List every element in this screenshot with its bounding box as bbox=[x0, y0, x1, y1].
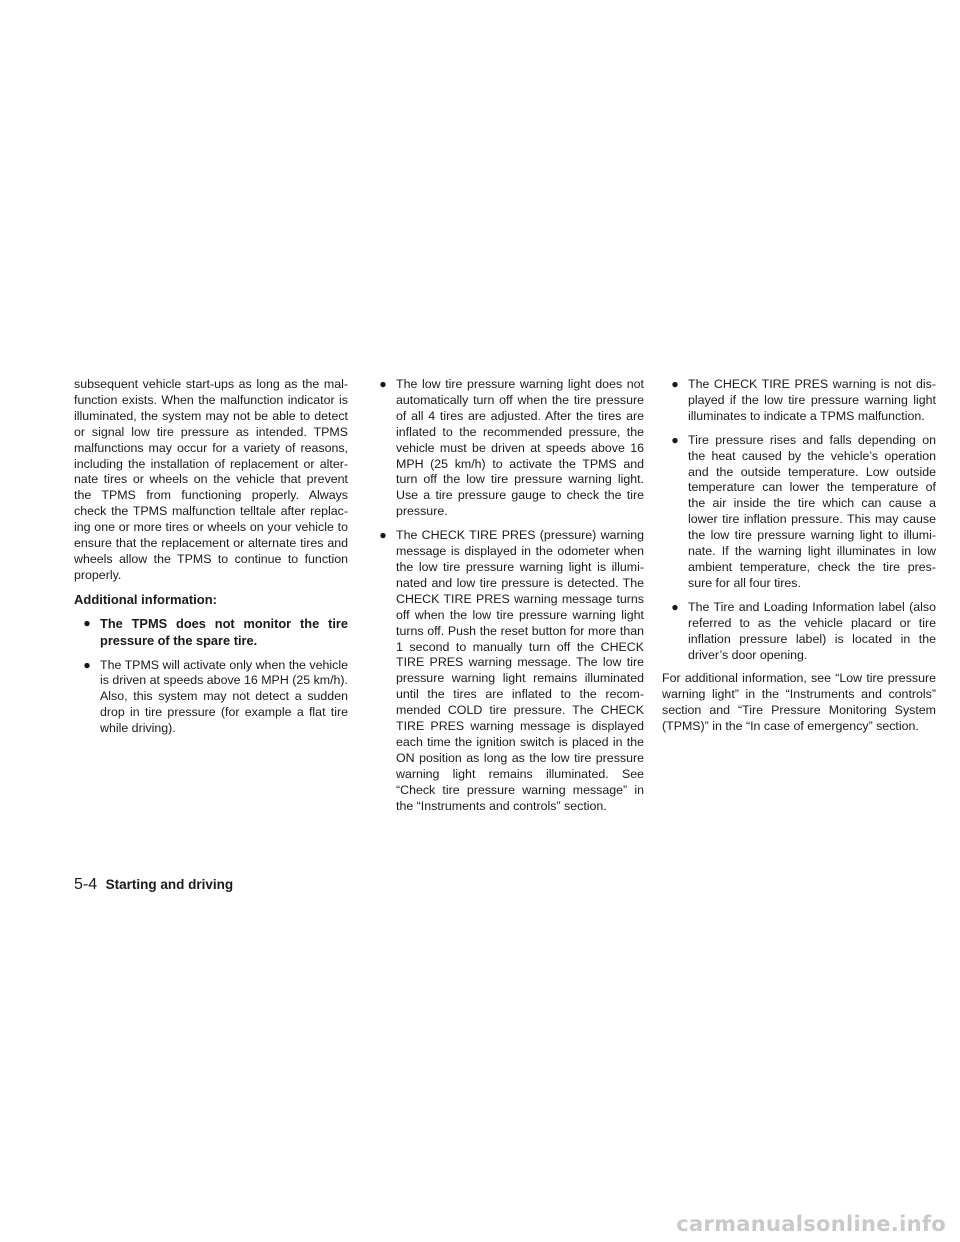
page-number: 5-4 bbox=[74, 876, 98, 893]
list-item-text: Tire pressure rises and falls depending on the heat caused by the vehicle’s operation and the outside temperature. Low outside temperature can lower the temperature of the air inside the tire which can cause a lower tire inflation pressure. This may cause the low tire pressure warning light to illumi-nate. If the warning light illuminates in low ambient temperature, check the tire pres-sure for all four tires. bbox=[688, 432, 936, 590]
bullet-icon: ● bbox=[379, 528, 387, 543]
list-item bbox=[662, 377, 936, 425]
list-item bbox=[662, 600, 936, 664]
list-item-text: The CHECK TIRE PRES (pressure) warning message is displayed in the odometer when the low tire pressure warning light is illumi-nated and low tire pressure is detected. The CHECK TIRE PRES warning message turns off when the low tire pressure warning light turns off. Push the reset button for more than 1 second to manually turn off the CHECK TIRE PRES warning message. The low tire pressure warning light remains illuminated until the tires are inflated to the recom-mended COLD tire pressure. The CHECK TIRE PRES warning message is displayed each time the ignition switch is placed in the ON position as long as the low tire pressure warning light remains illuminated. See “Check tire pressure warning message” in the “Instruments and controls” section. bbox=[396, 528, 644, 813]
page-footer bbox=[74, 876, 233, 894]
list-item-text: The TPMS will activate only when the vehicle is driven at speeds above 16 MPH (25 km/h). Also, this system may not detect a sudden drop in tire pressure (for example a flat tire while driving). bbox=[100, 657, 348, 736]
list-item bbox=[370, 377, 644, 520]
intro-paragraph: subsequent vehicle start-ups as long as the mal-function exists. When the malfunction indicator is illuminated, the system may not be able to detect or signal low tire pressure as intended. TPMS malfunctions may occur for a variety of reasons, including the installation of replacement or alter-nate tires or wheels on the vehicle that prevent the TPMS from functioning properly. Always check the TPMS malfunction telltale after replac-ing one or more tires or wheels on your vehicle to ensure that the replacement or alternate tires and wheels allow the TPMS to continue to function properly. bbox=[74, 377, 348, 582]
text-column-2 bbox=[370, 377, 644, 822]
bullet-icon: ● bbox=[671, 377, 679, 391]
list-item bbox=[370, 528, 644, 814]
bullet-icon: ● bbox=[83, 615, 91, 630]
list-item-text: The Tire and Loading Information label (also referred to as the vehicle placard or tire inflation pressure label) is located in the driver’s door opening. bbox=[688, 599, 936, 662]
watermark: carmanualsonline.info bbox=[676, 1212, 946, 1236]
list-item bbox=[662, 433, 936, 592]
section-heading: Additional information: bbox=[74, 591, 217, 607]
list-item bbox=[74, 658, 348, 738]
bullet-icon: ● bbox=[671, 432, 679, 447]
bullet-icon: ● bbox=[83, 657, 91, 672]
bullet-icon: ● bbox=[379, 377, 387, 391]
list-item-text: The low tire pressure warning light does not automatically turn off when the tire pressure of all 4 tires are adjusted. After the tires are inflated to the recommended pressure, the vehicle must be driven at speeds above 16 MPH (25 km/h) to activate the TPMS and turn off the low tire pressure warning light. Use a tire pressure gauge to check the tire pressure. bbox=[396, 377, 644, 519]
bullet-icon: ● bbox=[671, 599, 679, 614]
text-column-3 bbox=[662, 377, 936, 743]
list-item bbox=[74, 616, 348, 650]
text-column-1 bbox=[74, 377, 348, 745]
list-item-text: The CHECK TIRE PRES warning is not dis-played if the low tire pressure warning light illuminates to indicate a TPMS malfunction. bbox=[688, 377, 936, 423]
list-item-text: The TPMS does not monitor the tire pressure of the spare tire. bbox=[100, 615, 348, 648]
closing-paragraph: For additional information, see “Low tire pressure warning light” in the “Instruments and controls” section and “Tire Pressure Monitoring System (TPMS)” in the “In case of emergency” section. bbox=[662, 671, 936, 734]
section-title: Starting and driving bbox=[105, 877, 234, 892]
